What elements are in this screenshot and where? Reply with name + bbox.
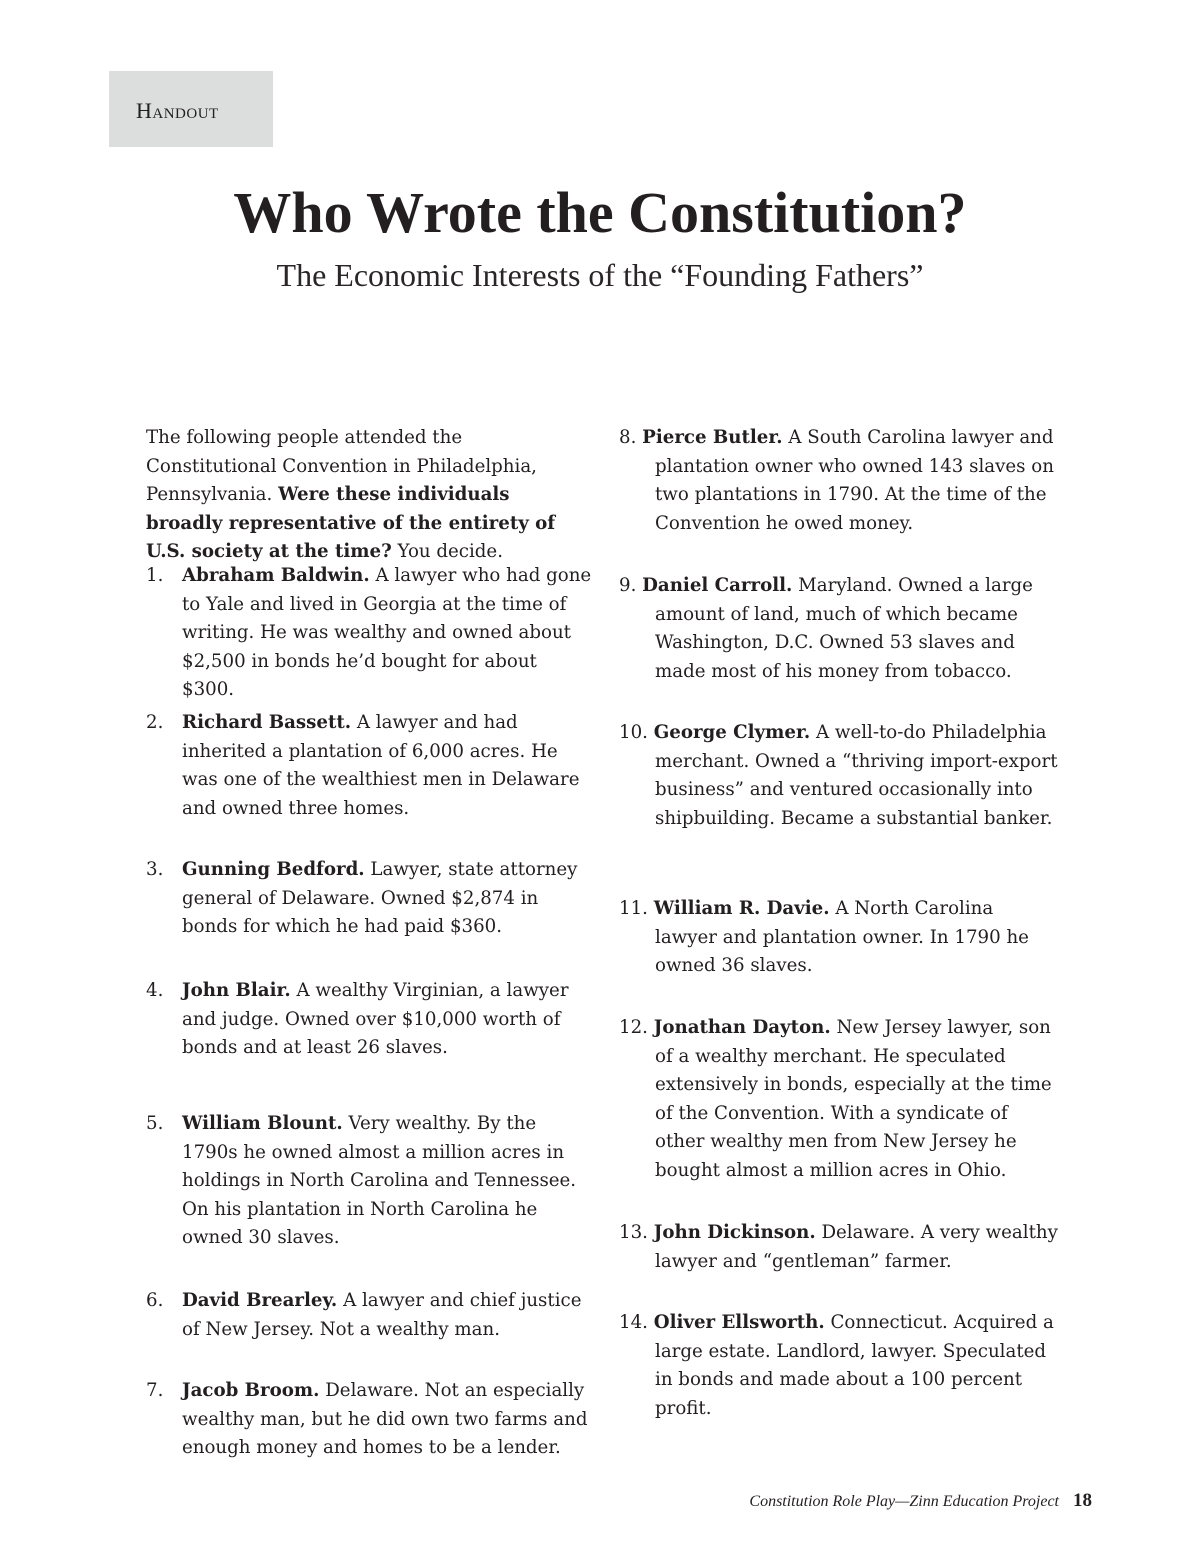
intro-paragraph	[146, 424, 586, 567]
item-number: 13.	[619, 1222, 648, 1243]
item-number: 2.	[146, 712, 164, 733]
list-item-11	[619, 895, 1059, 981]
person-description: A wealthy Virginian, a lawyer and judge. Owned over $10,000 worth of bonds and at least 26 slaves.	[182, 980, 569, 1059]
item-number: 1.	[146, 565, 164, 586]
item-number: 7.	[146, 1380, 164, 1401]
list-item-14	[619, 1309, 1059, 1423]
page-title: Who Wrote the Constitution?	[233, 180, 967, 245]
list-item-9	[619, 572, 1059, 686]
item-number: 3.	[146, 859, 164, 880]
person-name: Gunning Bedford.	[182, 859, 365, 880]
person-name: Pierce Butler.	[642, 427, 783, 448]
item-number: 9.	[619, 575, 637, 596]
list-item-10	[619, 719, 1059, 833]
person-description: A lawyer and chief justice of New Jersey. Not a wealthy man.	[182, 1290, 582, 1340]
person-name: David Brearley.	[182, 1290, 338, 1311]
person-description: Delaware. Not an especially wealthy man, but he did own two farms and enough money and homes to be a lender.	[182, 1380, 588, 1459]
item-number: 10.	[619, 722, 648, 743]
person-description: New Jersey lawyer, son of a wealthy merchant. He speculated extensively in bonds, especially at the time of the Convention. With a syndicate of other wealthy men from New Jersey he bought almost a million acres in Ohio.	[655, 1017, 1052, 1181]
person-name: Jacob Broom.	[182, 1380, 320, 1401]
intro-question: Were these individuals broadly representative of the entirety of U.S. society at the time?	[146, 484, 556, 563]
item-number: 4.	[146, 980, 164, 1001]
person-description: Lawyer, state attorney general of Delaware. Owned $2,874 in bonds for which he had paid $360.	[182, 859, 578, 938]
person-description: A lawyer who had gone to Yale and lived in Georgia at the time of writing. He was wealthy and owned about $2,500 in bonds he’d bought for about $300.	[182, 565, 592, 701]
person-description: Delaware. A very wealthy lawyer and “gentleman” farmer.	[655, 1222, 1058, 1272]
person-name: Abraham Baldwin.	[182, 565, 370, 586]
person-name: William Blount.	[182, 1113, 343, 1134]
left-column	[146, 424, 592, 1459]
person-name: George Clymer.	[653, 722, 811, 743]
footer-source: Constitution Role Play—Zinn Education Project	[749, 1493, 1059, 1510]
person-description: Maryland. Owned a large amount of land, much of which became Washington, D.C. Owned 53 slaves and made most of his money from tobacco.	[655, 575, 1033, 682]
item-number: 8.	[619, 427, 637, 448]
item-number: 5.	[146, 1113, 164, 1134]
list-item-8	[619, 424, 1059, 538]
person-name: William R. Davie.	[653, 898, 830, 919]
person-description: A North Carolina lawyer and plantation owner. In 1790 he owned 36 slaves.	[655, 898, 1029, 977]
person-name: Daniel Carroll.	[642, 575, 793, 596]
page-subtitle: The Economic Interests of the “Founding Fathers”	[276, 257, 924, 293]
person-name: Jonathan Dayton.	[653, 1017, 831, 1038]
handout-tab	[109, 71, 273, 147]
person-description: Very wealthy. By the 1790s he owned almost a million acres in holdings in North Carolina and Tennessee. On his plantation in North Carolina he owned 30 slaves.	[182, 1113, 577, 1249]
list-item-12	[619, 1014, 1059, 1186]
page-footer	[749, 1490, 1092, 1512]
item-number: 11.	[619, 898, 648, 919]
item-number: 12.	[619, 1017, 648, 1038]
person-name: John Blair.	[182, 980, 291, 1001]
person-description: A South Carolina lawyer and plantation owner who owned 143 slaves on two plantations in 1790. At the time of the Convention he owed money.	[655, 427, 1054, 534]
person-description: Connecticut. Acquired a large estate. Landlord, lawyer. Speculated in bonds and made about a 100 percent profit.	[655, 1312, 1054, 1419]
person-name: John Dickinson.	[653, 1222, 816, 1243]
person-name: Oliver Ellsworth.	[653, 1312, 825, 1333]
handout-label: Handout	[136, 98, 219, 123]
list-item-13	[619, 1219, 1059, 1276]
person-name: Richard Bassett.	[182, 712, 352, 733]
person-description: A well-to-do Philadelphia merchant. Owned a “thriving import-export business” and ventured occasionally into shipbuilding. Became a substantial banker.	[655, 722, 1058, 829]
page-number: 18	[1073, 1490, 1092, 1511]
item-number: 6.	[146, 1290, 164, 1311]
intro-end: You decide.	[391, 541, 503, 563]
person-description: A lawyer and had inherited a plantation of 6,000 acres. He was one of the wealthiest men in Delaware and owned three homes.	[182, 712, 580, 819]
intro-text: The following people attended the Constitutional Convention in Philadelphia, Pennsylvania.	[146, 427, 537, 506]
item-number: 14.	[619, 1312, 648, 1333]
